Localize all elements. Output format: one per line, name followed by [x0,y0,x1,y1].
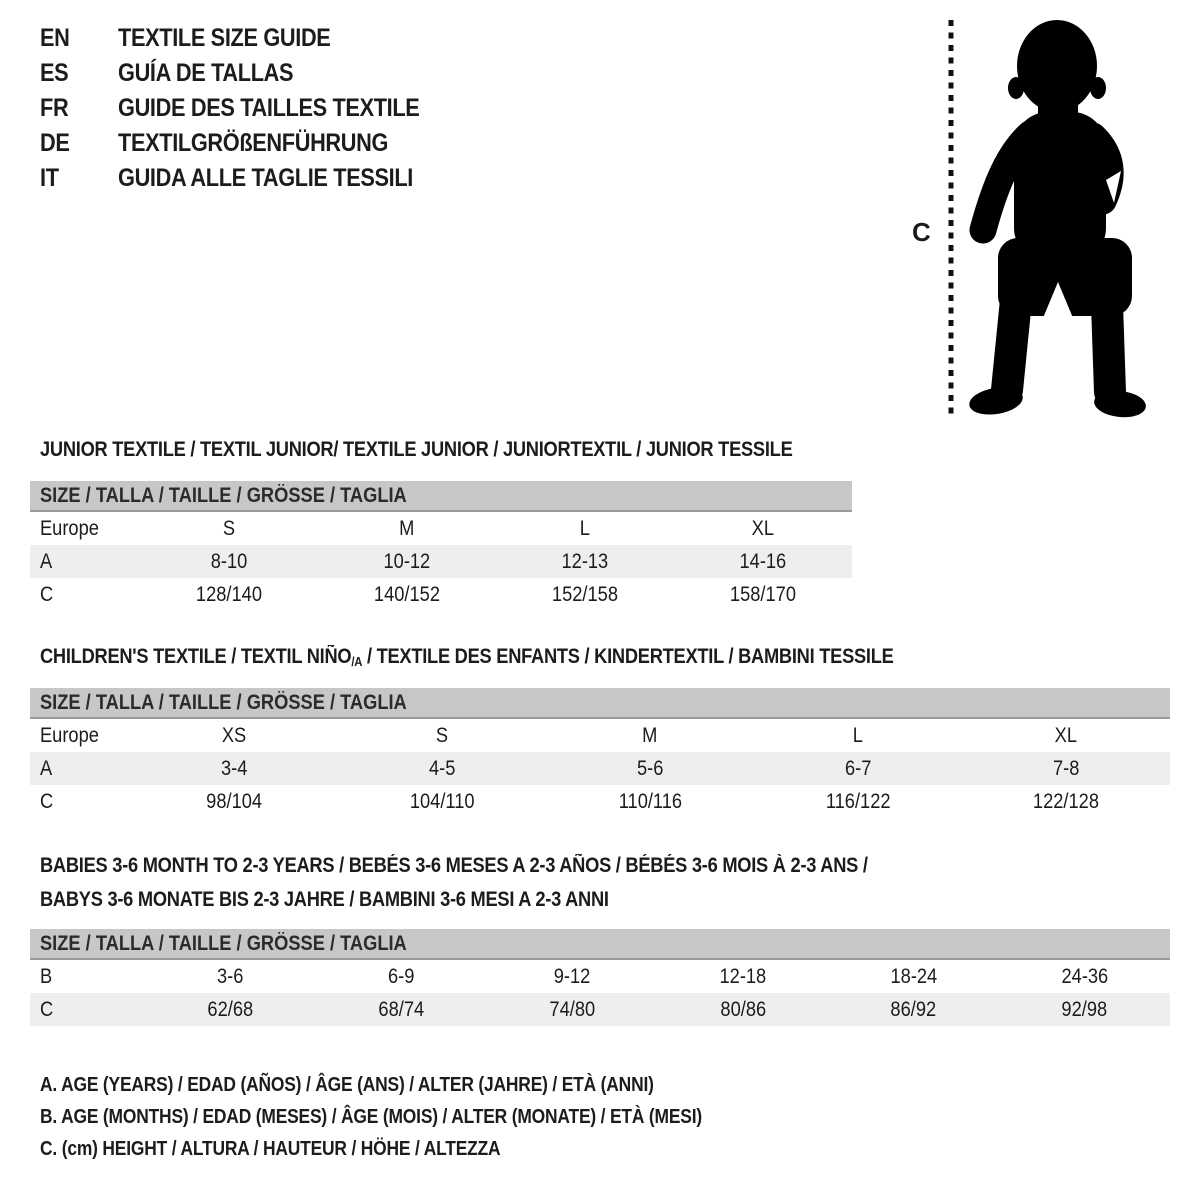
table-cell: 6-7 [844,756,872,780]
language-code: ES [40,59,69,87]
toddler-silhouette [967,20,1147,420]
table-cell: 68/74 [378,997,425,1021]
table-cell: 4-5 [428,756,456,780]
table-cell: M [642,723,658,747]
table-cell: 7-8 [1052,756,1080,780]
guide-title-en: TEXTILE SIZE GUIDE [118,24,331,52]
table-cell: 74/80 [549,997,595,1021]
guide-title-de: TEXTILGRÖßENFÜHRUNG [118,129,389,157]
row-label-cell: Europe [40,516,99,540]
table-row-height [30,993,1170,1026]
table-cell: 9-12 [553,964,591,988]
row-label-cell: C [40,789,54,813]
height-measure-label: C [912,217,931,247]
language-row-en [40,21,465,56]
legend-line-b: B. AGE (MONTHS) / EDAD (MESES) / ÂGE (MOIS) / ALTER (MONATE) / ETÀ (MESI) [40,1106,703,1128]
language-code: DE [40,129,70,157]
language-row-it [40,161,465,196]
table-row-sizes [30,512,852,545]
table-row-age [30,752,1170,785]
table-row-height [30,578,852,611]
legend-line-c: C. (cm) HEIGHT / ALTURA / HAUTEUR / HÖHE / ALTEZZA [40,1138,501,1160]
row-label-cell: B [40,964,53,988]
table-cell: 3-4 [220,756,248,780]
table-cell: 18-24 [890,964,938,988]
toddler-silhouette-graphic [900,0,1200,430]
row-label-cell: A [40,549,53,573]
babies-section-title: BABIES 3-6 MONTH TO 2-3 YEARS / BEBÉS 3-6 MESES A 2-3 AÑOS / BÉBÉS 3-6 MOIS À 2-3 ANS / BABYS 3-6 MONATE BIS 2-3 JAHRE / BAMBINI 3-6 MESI A 2-3 ANNI [40,854,868,911]
guide-title-es: GUÍA DE TALLAS [118,59,294,87]
row-label-cell: Europe [40,723,99,747]
table-cell: 8-10 [210,549,248,573]
babies-size-table [30,929,1170,1026]
table-row-height [30,785,1170,818]
row-label-cell: A [40,756,53,780]
table-cell: 128/140 [195,582,263,606]
table-cell: S [222,516,236,540]
table-cell: 10-12 [383,549,431,573]
table-cell: 92/98 [1061,997,1108,1021]
legend-line-a: A. AGE (YEARS) / EDAD (AÑOS) / ÂGE (ANS) / ALTER (JAHRE) / ETÀ (ANNI) [40,1074,654,1096]
table-cell: 110/116 [618,789,682,813]
table-cell: 116/122 [825,789,891,813]
size-header-bar: SIZE / TALLA / TAILLE / GRÖSSE / TAGLIA [30,481,852,512]
size-header-bar: SIZE / TALLA / TAILLE / GRÖSSE / TAGLIA [30,688,1170,719]
table-cell: 158/170 [729,582,797,606]
language-row-de [40,126,465,161]
table-cell: 14-16 [739,549,787,573]
table-cell: 3-6 [217,964,244,988]
row-label-cell: C [40,582,54,606]
table-cell: 5-6 [636,756,664,780]
table-cell: 152/158 [551,582,619,606]
table-cell: 80/86 [720,997,766,1021]
language-code: FR [40,94,69,122]
measure-legend [40,1069,801,1165]
table-cell: 98/104 [206,789,262,813]
junior-size-table [30,481,852,611]
table-row-months [30,960,1170,993]
table-cell: 122/128 [1032,789,1100,813]
toddler-figure [900,0,1200,430]
table-cell: M [399,516,415,540]
table-cell: XS [221,723,247,747]
table-cell: 12-13 [561,549,609,573]
table-cell: 104/110 [409,789,475,813]
children-section-title: CHILDREN'S TEXTILE / TEXTIL $NIÑO_{/A}$ / TEXTILE DES ENFANTS / KINDERTEXTIL / BAMBINI TESSILE [40,645,894,669]
table-cell: 12-18 [719,964,767,988]
table-row-sizes [30,719,1170,752]
children-size-table [30,688,1170,818]
table-cell: L [852,723,864,747]
table-cell: 86/92 [890,997,937,1021]
table-cell: 140/152 [373,582,441,606]
nino-a-subscript: /A [351,654,363,669]
table-cell: S [435,723,449,747]
junior-section-title: JUNIOR TEXTILE / TEXTIL JUNIOR/ TEXTILE JUNIOR / JUNIORTEXTIL / JUNIOR TESSILE [40,438,793,461]
language-title-list [40,21,465,196]
table-cell: 62/68 [207,997,254,1021]
size-header-bar: SIZE / TALLA / TAILLE / GRÖSSE / TAGLIA [30,929,1170,960]
table-row-age [30,545,852,578]
table-cell: 24-36 [1061,964,1108,988]
table-cell: XL [751,516,775,540]
table-cell: L [579,516,591,540]
guide-title-it: GUIDA ALLE TAGLIE TESSILI [118,164,413,192]
language-row-es [40,56,465,91]
row-label-cell: C [40,997,54,1021]
guide-title-fr: GUIDE DES TAILLES TEXTILE [118,94,420,122]
table-cell: 6-9 [388,964,415,988]
language-code: EN [40,24,70,52]
table-cell: XL [1054,723,1078,747]
language-code: IT [40,164,59,192]
language-row-fr [40,91,465,126]
